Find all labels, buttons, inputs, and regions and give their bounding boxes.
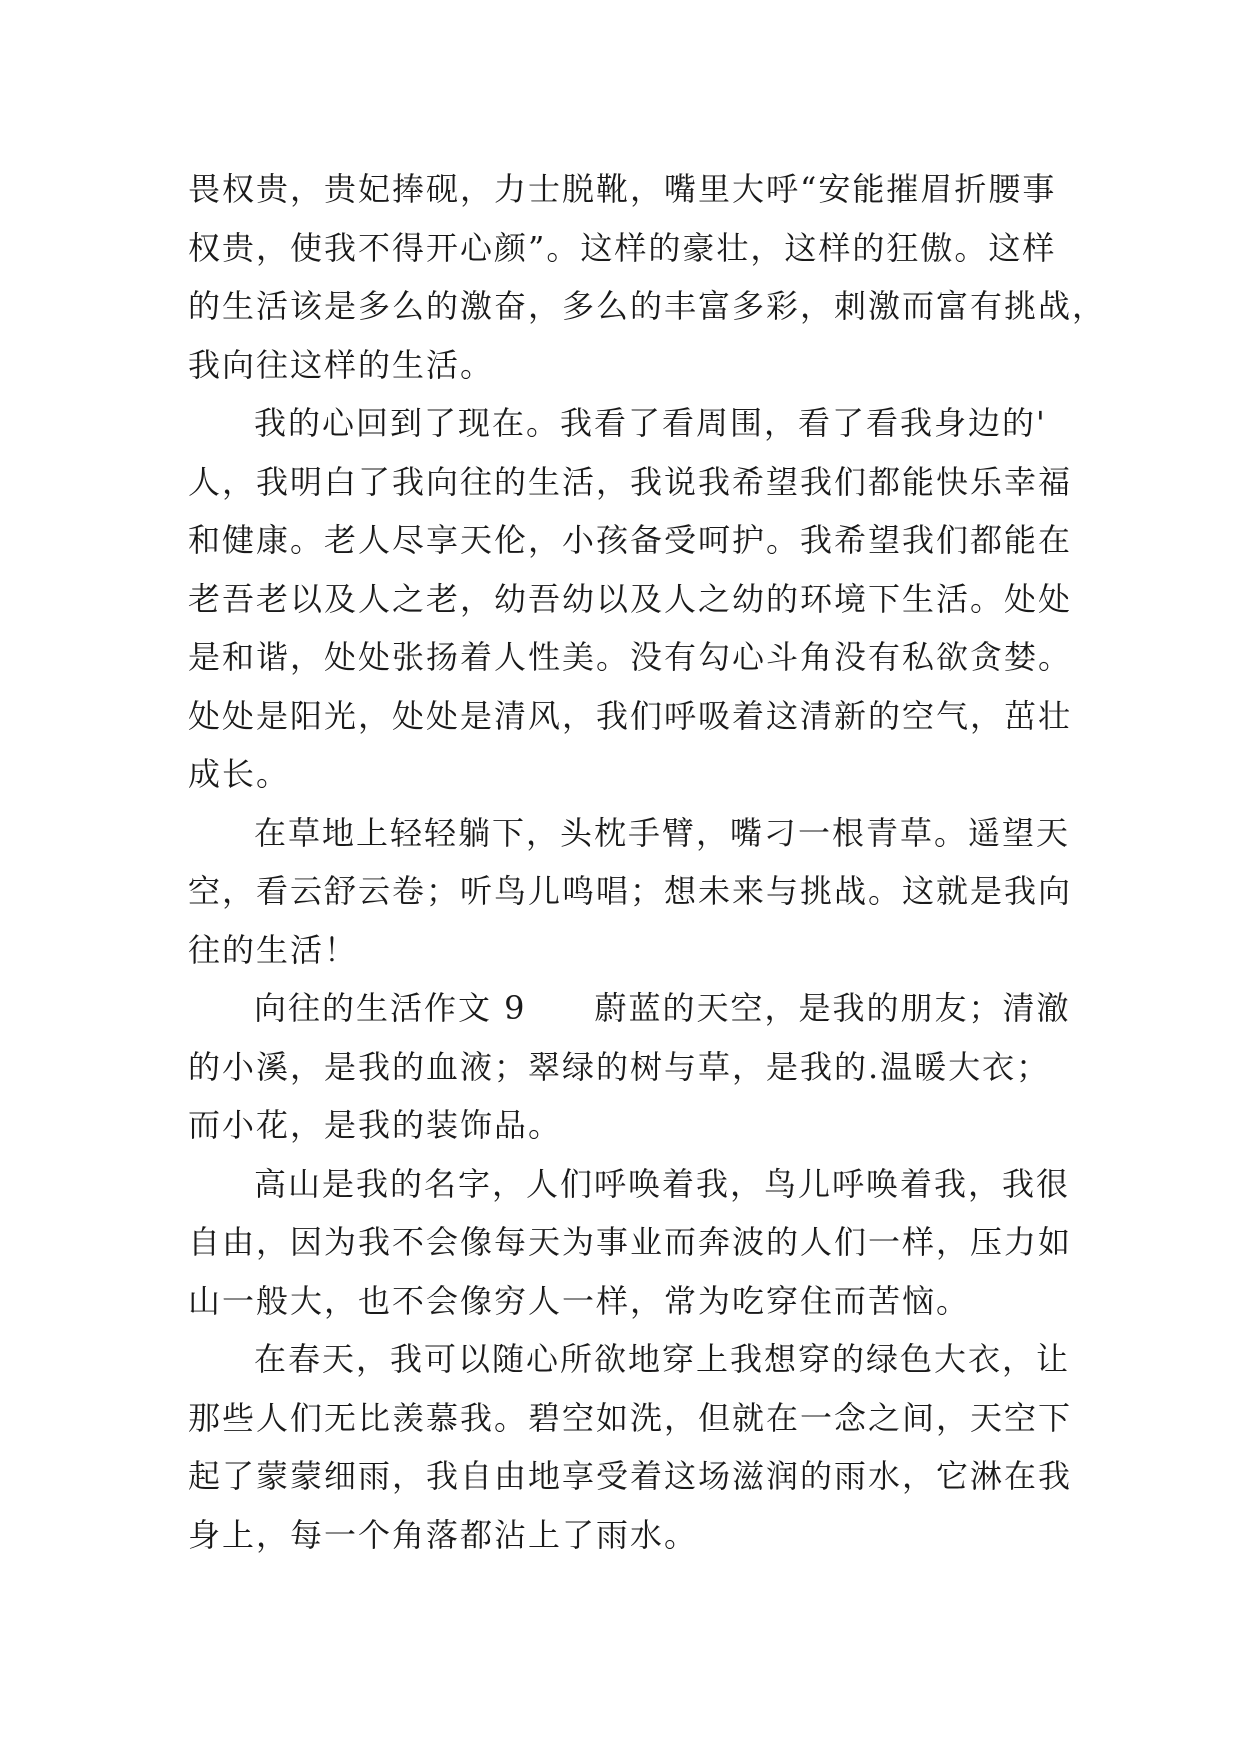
text-line: 畏权贵，贵妃捧砚，力士脱靴，嘴里大呼“安能摧眉折腰事 bbox=[188, 170, 1057, 208]
text-line: 空，看云舒云卷；听鸟儿鸣唱；想未来与挑战。这就是我向 bbox=[188, 872, 1073, 910]
essay-body bbox=[188, 160, 1107, 1564]
paragraph-first-line: 高山是我的名字，人们呼唤着我，鸟儿呼唤着我，我很 bbox=[254, 1164, 1071, 1203]
text-line: 的小溪，是我的血液；翠绿的树与草，是我的.温暖大衣； bbox=[188, 1047, 1051, 1086]
text-line: 的生活该是多么的激奋，多么的丰富多彩，刺激而富有挑战， bbox=[188, 287, 1107, 325]
paragraph-first-line: 向往的生活作文 9 蔚蓝的天空，是我的朋友；清澈 bbox=[254, 989, 1071, 1027]
text-line: 权贵，使我不得开心颜”。这样的豪壮，这样的狂傲。这样 bbox=[188, 228, 1057, 267]
paragraph-first-line: 在草地上轻轻躺下，头枕手臂，嘴刁一根青草。遥望天 bbox=[254, 813, 1071, 852]
paragraph-first-line: 我的心回到了现在。我看了看周围，看了看我身边的' bbox=[254, 404, 1047, 442]
text-line: 身上，每一个角落都沾上了雨水。 bbox=[188, 1515, 699, 1554]
text-line: 是和谐，处处张扬着人性美。没有勾心斗角没有私欲贪婪。 bbox=[188, 638, 1073, 676]
text-line: 起了蒙蒙细雨，我自由地享受着这场滋润的雨水，它淋在我 bbox=[188, 1457, 1073, 1495]
text-line: 山一般大，也不会像穷人一样，常为吃穿住而苦恼。 bbox=[188, 1281, 971, 1320]
paragraph-first-line: 在春天，我可以随心所欲地穿上我想穿的绿色大衣，让 bbox=[254, 1340, 1071, 1378]
text-line: 人，我明白了我向往的生活，我说我希望我们都能快乐幸福 bbox=[188, 462, 1073, 501]
text-line: 自由，因为我不会像每天为事业而奔波的人们一样，压力如 bbox=[188, 1223, 1073, 1261]
text-line: 而小花，是我的装饰品。 bbox=[188, 1106, 563, 1144]
text-line: 我向往这样的生活。 bbox=[188, 345, 495, 384]
text-line: 老吾老以及人之老，幼吾幼以及人之幼的环境下生活。处处 bbox=[188, 579, 1073, 618]
text-line: 往的生活！ bbox=[188, 930, 359, 969]
text-line: 成长。 bbox=[188, 755, 291, 793]
text-line: 和健康。老人尽享天伦，小孩备受呵护。我希望我们都能在 bbox=[188, 521, 1073, 559]
text-line: 处处是阳光，处处是清风，我们呼吸着这清新的空气，茁壮 bbox=[188, 696, 1073, 735]
text-line: 那些人们无比羡慕我。碧空如洗，但就在一念之间，天空下 bbox=[188, 1398, 1073, 1437]
